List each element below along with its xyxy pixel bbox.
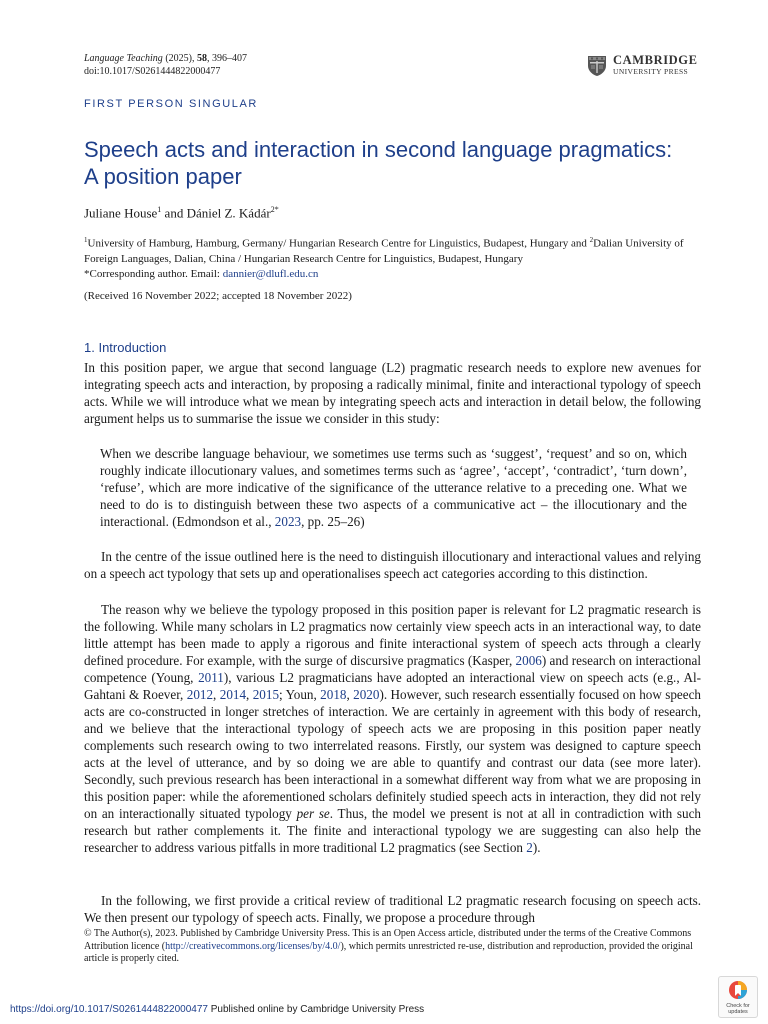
journal-doi: doi:10.1017/S0261444822000477 [84,66,221,77]
paragraph-1: In this position paper, we argue that second language (L2) pragmatic research needs to explore new avenues for integrating speech acts and interaction, by proposing a radically minimal, finite and interactional typology of speech acts. While we will introduce what we mean by integrating speech acts and interaction in detail below, the following argument helps us to summarise the issue we consider in this study: [84,360,701,426]
received-dates: (Received 16 November 2022; accepted 18 November 2022) [84,290,352,302]
license-note: © The Author(s), 2023. Published by Cambridge University Press. This is an Open Access article, distributed under the terms of the Creative Commons Attribution licence (http://creativecommons.org/licenses/by/4.0/), which permits unrestricted re-use, distribution and reproduction, provided the original article is properly cited. [84,928,693,964]
paper-title: Speech acts and interaction in second language pragmatics: A position paper [84,137,673,189]
section-link[interactable]: 2 [526,840,533,855]
section-heading-introduction: 1. Introduction [84,340,167,355]
citation-link[interactable]: 2023 [274,514,302,529]
logo-line1: CAMBRIDGE [613,53,698,67]
citation-link[interactable]: 2015 [252,687,280,702]
citation-link[interactable]: 2018 [320,687,347,702]
author-1[interactable]: Juliane House [84,205,158,221]
license-link[interactable]: http://creativecommons.org/licenses/by/4.0/ [165,940,341,952]
journal-volume: 58 [196,53,207,64]
authors: Juliane House$^1$ and Dániel Z. Kádár$^{2*}$ [84,205,279,221]
paragraph-3: The reason why we believe the typology proposed in this position paper is relevant for L2 pragmatic research is the following. While many scholars in L2 pragmatics now certainly view speech acts in an interactional way, to date little attempt has been made to apply a rigorous and finite interactional system of speech acts through a clearly defined procedure. For example, with the surge of discursive pragmatics (Kasper, 2006) and research on interactional competence (Young, 2011), various L2 pragmaticians have adopted an interactional view on speech acts (e.g., Al-Gahtani & Roever, 2012, 2014, 2015; Youn, 2018, 2020). However, such research essentially focused on how speech acts are co-constructed in longer stretches of interaction. We are certainly in agreement with this body of research, and we believe that the interactional typology of speech acts we are proposing in this position paper neatly complements such research owing to two interrelated reasons. Firstly, our system was designed to capture speech acts at the level of utterance, and by so doing we are able to quantify and contrast our data (see more later). Secondly, such previous research has been interactional in a somewhat different way from what we are proposing in this position paper: while the aforementioned scholars definitely studied speech acts in interaction, they did not rely on an interactionally situated typology per se. Thus, the model we present is not at all in contradiction with such research but rather complements it. The finite and interactional typology we are suggesting can also help the researcher to address various pitfalls in more traditional L2 pragmatics (see Section 2). [84,602,702,855]
logo-line2: UNIVERSITY PRESS [613,67,689,76]
citation-link[interactable]: 2011 [198,670,224,685]
section-label: FIRST PERSON SINGULAR [84,98,258,110]
citation-link[interactable]: 2012 [186,687,214,702]
journal-info [84,52,247,78]
cambridge-logo[interactable] [586,55,698,77]
block-quote: When we describe language behaviour, we sometimes use terms such as ‘suggest’, ‘request’ and so on, which roughly indicate illocutionary values, and sometimes terms such as ‘agree’, ‘accept’, ‘contradict’, ‘turn down’, ‘refuse’, which are more indicative of the significance of the utterance relative to a preceding one. What we need to do is to distinguish between these two aspects of a communicative act – the illocutionary and the interactional. (Edmondson et al., 2023, pp. 25–26) [100,446,687,529]
affiliations: $^1$University of Hamburg, Hamburg, Germany/ Hungarian Research Centre for Linguistics, Budapest, Hungary and $^2$Dalian University of Foreign Languages, Dalian, China / Hungarian Research Centre for Linguistics, Budapest, Hungary *Corresponding author. Email: dannier@dlufl.edu.cn [84,233,704,282]
cambridge-shield-icon [586,55,608,77]
journal-title: Language Teaching [84,53,163,64]
journal-citation: Language Teaching (2025), 58, 396–407 [84,53,247,64]
citation-link[interactable]: 2020 [353,687,380,702]
page-footer: https://doi.org/10.1017/S0261444822000477 Published online by Cambridge University Press [10,1004,425,1015]
paragraph-4: In the following, we first provide a critical review of traditional L2 pragmatic research focusing on speech acts. We then present our typology of speech acts. Finally, we propose a procedure through [84,893,701,925]
citation-link[interactable]: 2006 [515,653,542,668]
paragraph-2: In the centre of the issue outlined here is the need to distinguish illocutionary and interactional values and relying on a speech act typology that sets up and operationalises speech act categories according to this distinction. [84,549,701,581]
corresponding-author: *Corresponding author. Email: dannier@dlufl.edu.cn [84,267,319,280]
email-link[interactable]: dannier@dlufl.edu.cn [222,267,319,280]
check-for-updates-badge[interactable]: Check for updates [718,976,758,1018]
author-2[interactable]: Dániel Z. Kádár [186,205,271,221]
doi-link[interactable]: https://doi.org/10.1017/S0261444822000477 [10,1004,208,1015]
check-for-updates-icon [728,980,748,1002]
citation-link[interactable]: 2014 [219,687,247,702]
